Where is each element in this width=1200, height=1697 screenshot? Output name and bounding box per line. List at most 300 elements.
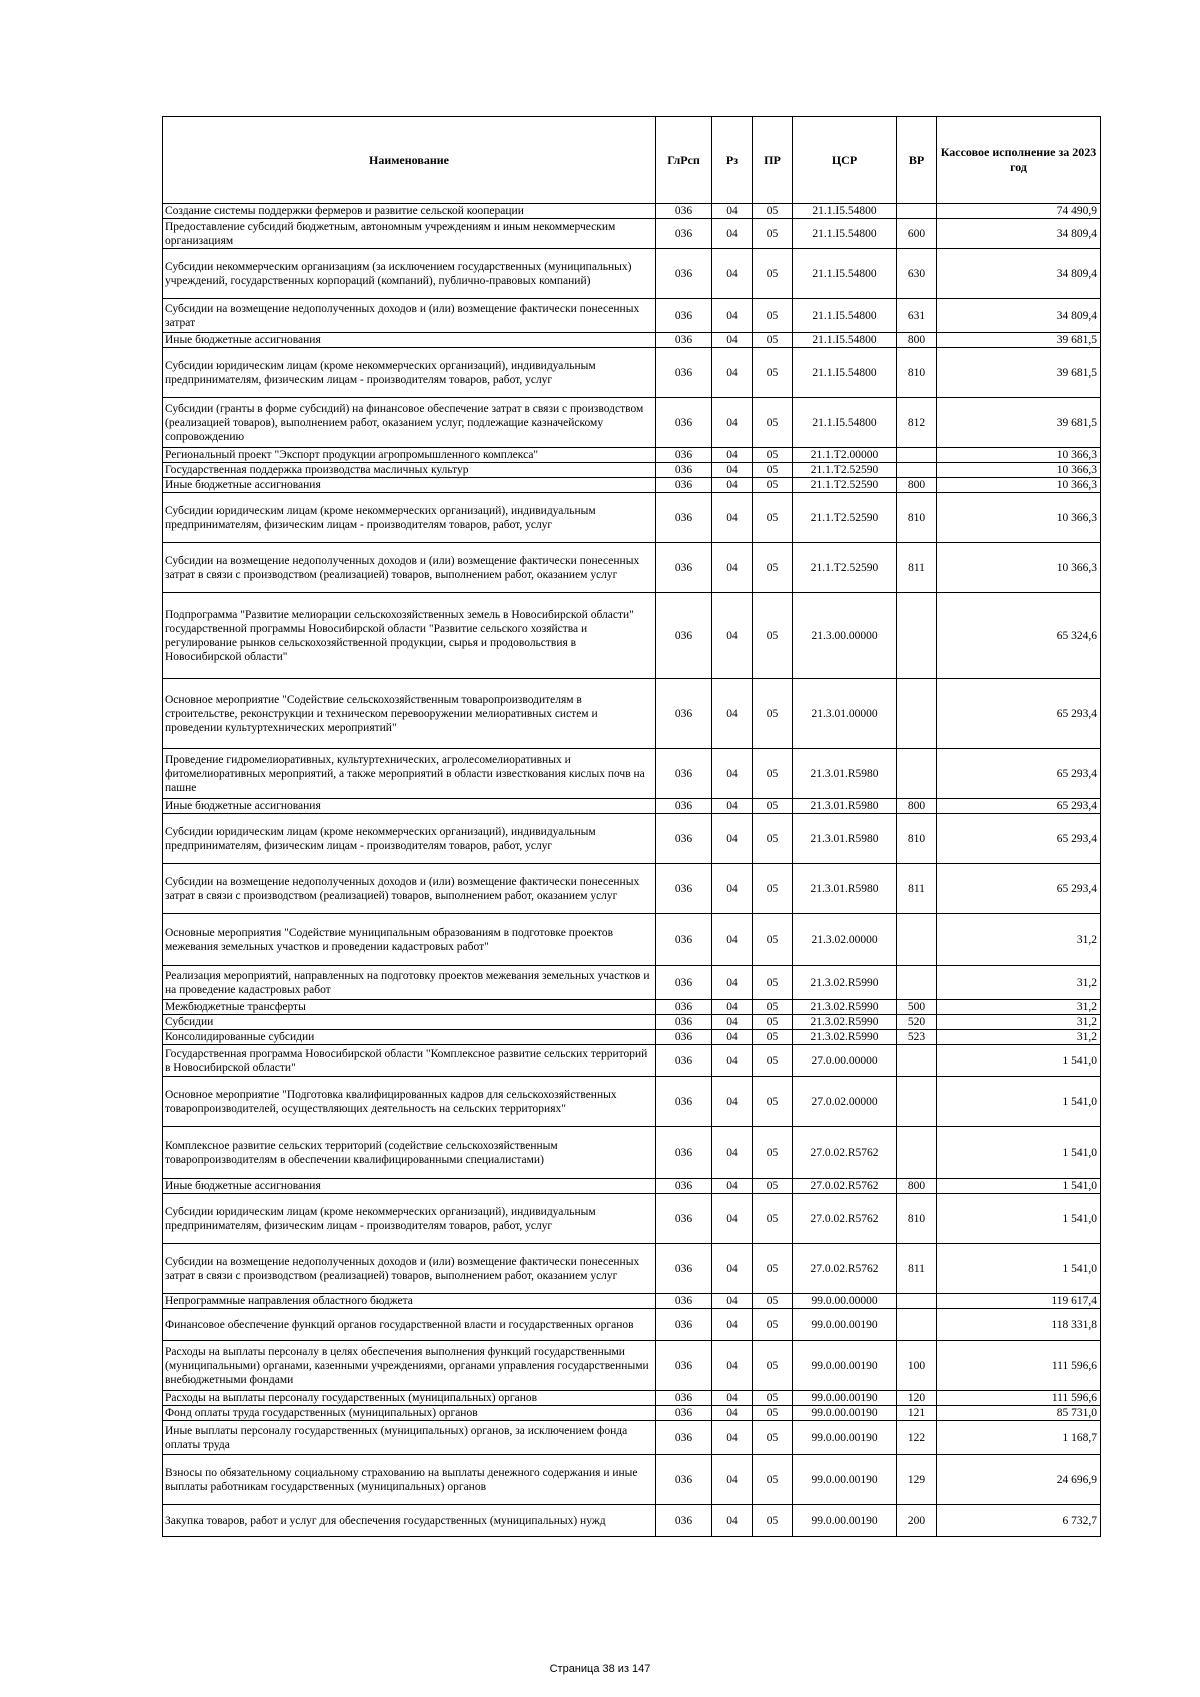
row-name: Создание системы поддержки фермеров и развитие сельской кооперации <box>163 204 656 219</box>
row-rz: 04 <box>712 299 753 333</box>
row-csr: 21.3.01.00000 <box>793 679 897 749</box>
header-csr: ЦСР <box>793 117 897 204</box>
table-row <box>163 1505 1101 1537</box>
row-pr: 05 <box>753 864 793 914</box>
row-csr: 21.1.I5.54800 <box>793 333 897 348</box>
row-sum: 34 809,4 <box>937 299 1101 333</box>
row-vr: 500 <box>897 1000 937 1015</box>
row-pr: 05 <box>753 814 793 864</box>
header-grs: ГлРсп <box>656 117 712 204</box>
row-sum: 31,2 <box>937 914 1101 966</box>
row-name: Субсидии на возмещение недополученных доходов и (или) возмещение фактически понесенных затрат в связи с производством (реализацией) товаров, выполнением работ, оказанием услуг <box>163 864 656 914</box>
row-vr <box>897 749 937 799</box>
row-pr: 05 <box>753 299 793 333</box>
row-pr: 05 <box>753 593 793 679</box>
row-vr: 600 <box>897 219 937 249</box>
table-row <box>163 219 1101 249</box>
row-pr: 05 <box>753 348 793 398</box>
row-name: Субсидии юридическим лицам (кроме некоммерческих организаций), индивидуальным предпринимателям, физическим лицам - производителям товаров, работ, услуг <box>163 1194 656 1244</box>
table-row <box>163 593 1101 679</box>
row-rz: 04 <box>712 1341 753 1391</box>
row-pr: 05 <box>753 543 793 593</box>
row-pr: 05 <box>753 204 793 219</box>
row-rz: 04 <box>712 219 753 249</box>
row-csr: 21.3.00.00000 <box>793 593 897 679</box>
row-rz: 04 <box>712 1077 753 1127</box>
row-vr <box>897 1077 937 1127</box>
row-name: Консолидированные субсидии <box>163 1030 656 1045</box>
row-grs: 036 <box>656 679 712 749</box>
row-sum: 31,2 <box>937 1015 1101 1030</box>
row-sum: 1 541,0 <box>937 1127 1101 1179</box>
row-csr: 99.0.00.00000 <box>793 1294 897 1309</box>
table-row <box>163 966 1101 1000</box>
row-sum: 1 541,0 <box>937 1179 1101 1194</box>
row-name: Подпрограмма "Развитие мелиорации сельскохозяйственных земель в Новосибирской области" государственной программы Новосибирской области "Развитие сельского хозяйства и регулирование рынков сельскохозяйственной продукции, сырья и продовольствия в Новосибирской области" <box>163 593 656 679</box>
row-grs: 036 <box>656 1294 712 1309</box>
row-name: Расходы на выплаты персоналу государственных (муниципальных) органов <box>163 1391 656 1406</box>
row-sum: 31,2 <box>937 1030 1101 1045</box>
row-vr: 811 <box>897 864 937 914</box>
header-pr: ПР <box>753 117 793 204</box>
header-rz: Рз <box>712 117 753 204</box>
row-csr: 99.0.00.00190 <box>793 1421 897 1455</box>
row-csr: 21.1.I5.54800 <box>793 219 897 249</box>
table-row <box>163 679 1101 749</box>
row-vr <box>897 204 937 219</box>
row-csr: 21.3.02.R5990 <box>793 1030 897 1045</box>
row-sum: 74 490,9 <box>937 204 1101 219</box>
row-rz: 04 <box>712 1455 753 1505</box>
row-vr: 811 <box>897 543 937 593</box>
table-row <box>163 543 1101 593</box>
row-pr: 05 <box>753 1244 793 1294</box>
row-name: Закупка товаров, работ и услуг для обеспечения государственных (муниципальных) нужд <box>163 1505 656 1537</box>
table-row <box>163 1455 1101 1505</box>
row-csr: 21.3.01.R5980 <box>793 749 897 799</box>
row-pr: 05 <box>753 1179 793 1194</box>
row-sum: 65 324,6 <box>937 593 1101 679</box>
row-grs: 036 <box>656 463 712 478</box>
row-name: Иные бюджетные ассигнования <box>163 799 656 814</box>
row-name: Основные мероприятия "Содействие муниципальным образованиям в подготовке проектов межевания земельных участков и проведении кадастровых работ" <box>163 914 656 966</box>
row-csr: 21.3.01.R5980 <box>793 864 897 914</box>
row-vr <box>897 679 937 749</box>
row-sum: 10 366,3 <box>937 493 1101 543</box>
row-csr: 21.1.T2.52590 <box>793 478 897 493</box>
row-vr: 810 <box>897 814 937 864</box>
row-csr: 21.1.T2.52590 <box>793 543 897 593</box>
row-pr: 05 <box>753 1127 793 1179</box>
row-vr: 800 <box>897 1179 937 1194</box>
row-csr: 21.1.T2.00000 <box>793 448 897 463</box>
row-sum: 1 541,0 <box>937 1244 1101 1294</box>
row-rz: 04 <box>712 1421 753 1455</box>
row-grs: 036 <box>656 1030 712 1045</box>
row-grs: 036 <box>656 1391 712 1406</box>
row-rz: 04 <box>712 593 753 679</box>
row-grs: 036 <box>656 249 712 299</box>
row-name: Финансовое обеспечение функций органов государственной власти и государственных органов <box>163 1309 656 1341</box>
row-csr: 21.3.01.R5980 <box>793 799 897 814</box>
row-pr: 05 <box>753 1406 793 1421</box>
budget-table <box>162 116 1101 1537</box>
row-pr: 05 <box>753 1015 793 1030</box>
row-vr <box>897 1294 937 1309</box>
row-csr: 21.1.I5.54800 <box>793 249 897 299</box>
row-grs: 036 <box>656 593 712 679</box>
table-row <box>163 1194 1101 1244</box>
table-row <box>163 204 1101 219</box>
row-rz: 04 <box>712 204 753 219</box>
row-csr: 21.3.02.R5990 <box>793 1015 897 1030</box>
row-grs: 036 <box>656 219 712 249</box>
page-number: Страница 38 из 147 <box>549 1663 651 1675</box>
row-grs: 036 <box>656 749 712 799</box>
row-grs: 036 <box>656 1194 712 1244</box>
row-vr <box>897 1309 937 1341</box>
row-csr: 27.0.00.00000 <box>793 1045 897 1077</box>
row-name: Расходы на выплаты персоналу в целях обеспечения выполнения функций государственными (муниципальными) органами, казенными учреждениями, органами управления государственными внебюджетными фондами <box>163 1341 656 1391</box>
row-name: Иные выплаты персоналу государственных (муниципальных) органов, за исключением фонда оплаты труда <box>163 1421 656 1455</box>
row-grs: 036 <box>656 814 712 864</box>
row-rz: 04 <box>712 1309 753 1341</box>
row-grs: 036 <box>656 348 712 398</box>
table-row <box>163 1127 1101 1179</box>
row-csr: 99.0.00.00190 <box>793 1505 897 1537</box>
row-sum: 111 596,6 <box>937 1391 1101 1406</box>
row-name: Региональный проект "Экспорт продукции агропромышленного комплекса" <box>163 448 656 463</box>
row-vr: 523 <box>897 1030 937 1045</box>
row-sum: 10 366,3 <box>937 478 1101 493</box>
table-row <box>163 493 1101 543</box>
header-row <box>163 117 1101 204</box>
row-grs: 036 <box>656 333 712 348</box>
table-row <box>163 1294 1101 1309</box>
row-sum: 10 366,3 <box>937 543 1101 593</box>
row-rz: 04 <box>712 478 753 493</box>
table-row <box>163 1045 1101 1077</box>
row-rz: 04 <box>712 333 753 348</box>
row-name: Субсидии <box>163 1015 656 1030</box>
row-grs: 036 <box>656 204 712 219</box>
row-grs: 036 <box>656 864 712 914</box>
row-csr: 27.0.02.R5762 <box>793 1194 897 1244</box>
row-csr: 21.3.02.00000 <box>793 914 897 966</box>
row-grs: 036 <box>656 1179 712 1194</box>
row-grs: 036 <box>656 1455 712 1505</box>
row-name: Фонд оплаты труда государственных (муниципальных) органов <box>163 1406 656 1421</box>
row-rz: 04 <box>712 543 753 593</box>
row-rz: 04 <box>712 463 753 478</box>
row-rz: 04 <box>712 1194 753 1244</box>
row-vr: 811 <box>897 1244 937 1294</box>
row-csr: 21.1.T2.52590 <box>793 493 897 543</box>
row-name: Субсидии юридическим лицам (кроме некоммерческих организаций), индивидуальным предпринимателям, физическим лицам - производителям товаров, работ, услуг <box>163 814 656 864</box>
row-vr <box>897 463 937 478</box>
row-pr: 05 <box>753 249 793 299</box>
row-pr: 05 <box>753 1341 793 1391</box>
table-body <box>163 204 1101 1537</box>
row-sum: 34 809,4 <box>937 219 1101 249</box>
table-row <box>163 398 1101 448</box>
table-row <box>163 1015 1101 1030</box>
row-name: Комплексное развитие сельских территорий (содействие сельскохозяйственным товаропроизводителям в обеспечении квалифицированными специалистами) <box>163 1127 656 1179</box>
row-vr: 200 <box>897 1505 937 1537</box>
row-pr: 05 <box>753 1505 793 1537</box>
row-pr: 05 <box>753 749 793 799</box>
row-vr: 810 <box>897 348 937 398</box>
table-row <box>163 1341 1101 1391</box>
table-row <box>163 478 1101 493</box>
row-csr: 99.0.00.00190 <box>793 1455 897 1505</box>
table-row <box>163 864 1101 914</box>
row-rz: 04 <box>712 749 753 799</box>
header-vr: ВР <box>897 117 937 204</box>
table-row <box>163 1309 1101 1341</box>
row-csr: 21.1.I5.54800 <box>793 398 897 448</box>
row-name: Межбюджетные трансферты <box>163 1000 656 1015</box>
row-grs: 036 <box>656 1244 712 1294</box>
table-row <box>163 333 1101 348</box>
row-rz: 04 <box>712 1000 753 1015</box>
row-grs: 036 <box>656 1127 712 1179</box>
row-vr <box>897 448 937 463</box>
row-rz: 04 <box>712 1294 753 1309</box>
row-csr: 21.3.02.R5990 <box>793 966 897 1000</box>
row-grs: 036 <box>656 448 712 463</box>
row-csr: 21.1.I5.54800 <box>793 299 897 333</box>
row-sum: 31,2 <box>937 966 1101 1000</box>
row-rz: 04 <box>712 348 753 398</box>
row-grs: 036 <box>656 1309 712 1341</box>
row-pr: 05 <box>753 1000 793 1015</box>
row-grs: 036 <box>656 1341 712 1391</box>
table-row <box>163 1406 1101 1421</box>
row-grs: 036 <box>656 799 712 814</box>
row-rz: 04 <box>712 1127 753 1179</box>
row-sum: 65 293,4 <box>937 679 1101 749</box>
row-vr <box>897 1045 937 1077</box>
row-vr: 520 <box>897 1015 937 1030</box>
row-grs: 036 <box>656 1421 712 1455</box>
row-grs: 036 <box>656 966 712 1000</box>
table-row <box>163 1030 1101 1045</box>
row-sum: 34 809,4 <box>937 249 1101 299</box>
row-pr: 05 <box>753 1391 793 1406</box>
table-row <box>163 1421 1101 1455</box>
row-rz: 04 <box>712 1015 753 1030</box>
row-grs: 036 <box>656 299 712 333</box>
row-name: Иные бюджетные ассигнования <box>163 478 656 493</box>
row-vr: 812 <box>897 398 937 448</box>
row-vr: 129 <box>897 1455 937 1505</box>
row-pr: 05 <box>753 1045 793 1077</box>
row-sum: 10 366,3 <box>937 463 1101 478</box>
row-rz: 04 <box>712 864 753 914</box>
row-grs: 036 <box>656 914 712 966</box>
row-rz: 04 <box>712 914 753 966</box>
row-csr: 99.0.00.00190 <box>793 1391 897 1406</box>
row-vr <box>897 914 937 966</box>
row-rz: 04 <box>712 1505 753 1537</box>
table-row <box>163 1077 1101 1127</box>
row-pr: 05 <box>753 493 793 543</box>
table-row <box>163 348 1101 398</box>
row-rz: 04 <box>712 1406 753 1421</box>
row-pr: 05 <box>753 679 793 749</box>
row-grs: 036 <box>656 493 712 543</box>
header-name: Наименование <box>163 117 656 204</box>
row-name: Взносы по обязательному социальному страхованию на выплаты денежного содержания и иные выплаты работникам государственных (муниципальных) органов <box>163 1455 656 1505</box>
row-name: Основное мероприятие "Подготовка квалифицированных кадров для сельскохозяйственных товаропроизводителей, осуществляющих деятельность на сельских территориях" <box>163 1077 656 1127</box>
row-vr: 120 <box>897 1391 937 1406</box>
table-row <box>163 1000 1101 1015</box>
row-csr: 21.3.01.R5980 <box>793 814 897 864</box>
row-name: Основное мероприятие "Содействие сельскохозяйственным товаропроизводителям в строительстве, реконструкции и техническом перевооружении мелиоративных систем и проведении культуртехнических мероприятий" <box>163 679 656 749</box>
row-vr: 122 <box>897 1421 937 1455</box>
row-vr: 810 <box>897 1194 937 1244</box>
row-sum: 1 168,7 <box>937 1421 1101 1455</box>
row-rz: 04 <box>712 799 753 814</box>
row-name: Проведение гидромелиоративных, культуртехнических, агролесомелиоративных и фитомелиоративных мероприятий, а также мероприятий в области известкования кислых почв на пашне <box>163 749 656 799</box>
row-csr: 99.0.00.00190 <box>793 1341 897 1391</box>
row-vr: 800 <box>897 478 937 493</box>
row-name: Субсидии юридическим лицам (кроме некоммерческих организаций), индивидуальным предпринимателям, физическим лицам - производителям товаров, работ, услуг <box>163 348 656 398</box>
row-sum: 31,2 <box>937 1000 1101 1015</box>
row-sum: 65 293,4 <box>937 749 1101 799</box>
row-name: Субсидии на возмещение недополученных доходов и (или) возмещение фактически понесенных затрат <box>163 299 656 333</box>
row-vr: 100 <box>897 1341 937 1391</box>
table-row <box>163 799 1101 814</box>
row-pr: 05 <box>753 799 793 814</box>
row-csr: 21.1.I5.54800 <box>793 348 897 398</box>
row-rz: 04 <box>712 448 753 463</box>
row-pr: 05 <box>753 1294 793 1309</box>
row-sum: 39 681,5 <box>937 348 1101 398</box>
row-csr: 27.0.02.R5762 <box>793 1244 897 1294</box>
row-vr <box>897 966 937 1000</box>
row-sum: 65 293,4 <box>937 814 1101 864</box>
row-vr: 810 <box>897 493 937 543</box>
row-csr: 99.0.00.00190 <box>793 1406 897 1421</box>
row-csr: 27.0.02.R5762 <box>793 1179 897 1194</box>
row-name: Иные бюджетные ассигнования <box>163 333 656 348</box>
row-vr <box>897 593 937 679</box>
row-name: Государственная программа Новосибирской области "Комплексное развитие сельских территорий в Новосибирской области" <box>163 1045 656 1077</box>
row-grs: 036 <box>656 1000 712 1015</box>
table-row <box>163 448 1101 463</box>
row-sum: 119 617,4 <box>937 1294 1101 1309</box>
row-grs: 036 <box>656 1045 712 1077</box>
row-pr: 05 <box>753 463 793 478</box>
row-csr: 21.1.T2.52590 <box>793 463 897 478</box>
row-grs: 036 <box>656 1077 712 1127</box>
row-sum: 10 366,3 <box>937 448 1101 463</box>
header-sum: Кассовое исполнение за 2023 год <box>937 117 1101 204</box>
row-grs: 036 <box>656 1505 712 1537</box>
row-sum: 118 331,8 <box>937 1309 1101 1341</box>
row-pr: 05 <box>753 398 793 448</box>
row-name: Субсидии некоммерческим организациям (за исключением государственных (муниципальных) учреждений, государственных корпораций (компаний), публично-правовых компаний) <box>163 249 656 299</box>
row-pr: 05 <box>753 219 793 249</box>
table-row <box>163 299 1101 333</box>
row-rz: 04 <box>712 1391 753 1406</box>
row-vr: 800 <box>897 799 937 814</box>
row-csr: 27.0.02.00000 <box>793 1077 897 1127</box>
row-name: Субсидии на возмещение недополученных доходов и (или) возмещение фактически понесенных затрат в связи с производством (реализацией) товаров, выполнением работ, оказанием услуг <box>163 543 656 593</box>
row-name: Государственная поддержка производства масличных культур <box>163 463 656 478</box>
row-vr <box>897 1127 937 1179</box>
row-name: Субсидии (гранты в форме субсидий) на финансовое обеспечение затрат в связи с производством (реализацией товаров), выполнением работ, оказанием услуг, подлежащие казначейскому сопровождению <box>163 398 656 448</box>
row-rz: 04 <box>712 1030 753 1045</box>
row-csr: 99.0.00.00190 <box>793 1309 897 1341</box>
row-sum: 24 696,9 <box>937 1455 1101 1505</box>
table-row <box>163 914 1101 966</box>
row-name: Непрограммные направления областного бюджета <box>163 1294 656 1309</box>
row-name: Иные бюджетные ассигнования <box>163 1179 656 1194</box>
row-pr: 05 <box>753 1077 793 1127</box>
row-sum: 1 541,0 <box>937 1045 1101 1077</box>
table-row <box>163 749 1101 799</box>
row-sum: 6 732,7 <box>937 1505 1101 1537</box>
row-vr: 631 <box>897 299 937 333</box>
row-grs: 036 <box>656 398 712 448</box>
table-row <box>163 1179 1101 1194</box>
row-vr: 121 <box>897 1406 937 1421</box>
row-pr: 05 <box>753 1455 793 1505</box>
row-rz: 04 <box>712 398 753 448</box>
row-grs: 036 <box>656 1406 712 1421</box>
row-grs: 036 <box>656 478 712 493</box>
row-rz: 04 <box>712 966 753 1000</box>
table-row <box>163 249 1101 299</box>
row-pr: 05 <box>753 478 793 493</box>
row-pr: 05 <box>753 1421 793 1455</box>
row-rz: 04 <box>712 1244 753 1294</box>
row-rz: 04 <box>712 814 753 864</box>
row-grs: 036 <box>656 543 712 593</box>
row-grs: 036 <box>656 1015 712 1030</box>
row-csr: 27.0.02.R5762 <box>793 1127 897 1179</box>
row-rz: 04 <box>712 1045 753 1077</box>
row-sum: 1 541,0 <box>937 1194 1101 1244</box>
table-row <box>163 1391 1101 1406</box>
row-name: Реализация мероприятий, направленных на подготовку проектов межевания земельных участков и на проведение кадастровых работ <box>163 966 656 1000</box>
row-pr: 05 <box>753 914 793 966</box>
row-csr: 21.3.02.R5990 <box>793 1000 897 1015</box>
row-sum: 111 596,6 <box>937 1341 1101 1391</box>
row-name: Субсидии юридическим лицам (кроме некоммерческих организаций), индивидуальным предпринимателям, физическим лицам - производителям товаров, работ, услуг <box>163 493 656 543</box>
row-pr: 05 <box>753 1309 793 1341</box>
row-sum: 1 541,0 <box>937 1077 1101 1127</box>
row-sum: 65 293,4 <box>937 799 1101 814</box>
table-row <box>163 463 1101 478</box>
row-pr: 05 <box>753 333 793 348</box>
row-sum: 85 731,0 <box>937 1406 1101 1421</box>
row-rz: 04 <box>712 679 753 749</box>
row-sum: 39 681,5 <box>937 398 1101 448</box>
row-rz: 04 <box>712 493 753 543</box>
row-sum: 39 681,5 <box>937 333 1101 348</box>
table-row <box>163 814 1101 864</box>
row-csr: 21.1.I5.54800 <box>793 204 897 219</box>
row-vr: 800 <box>897 333 937 348</box>
row-sum: 65 293,4 <box>937 864 1101 914</box>
row-rz: 04 <box>712 1179 753 1194</box>
row-pr: 05 <box>753 1194 793 1244</box>
row-vr: 630 <box>897 249 937 299</box>
